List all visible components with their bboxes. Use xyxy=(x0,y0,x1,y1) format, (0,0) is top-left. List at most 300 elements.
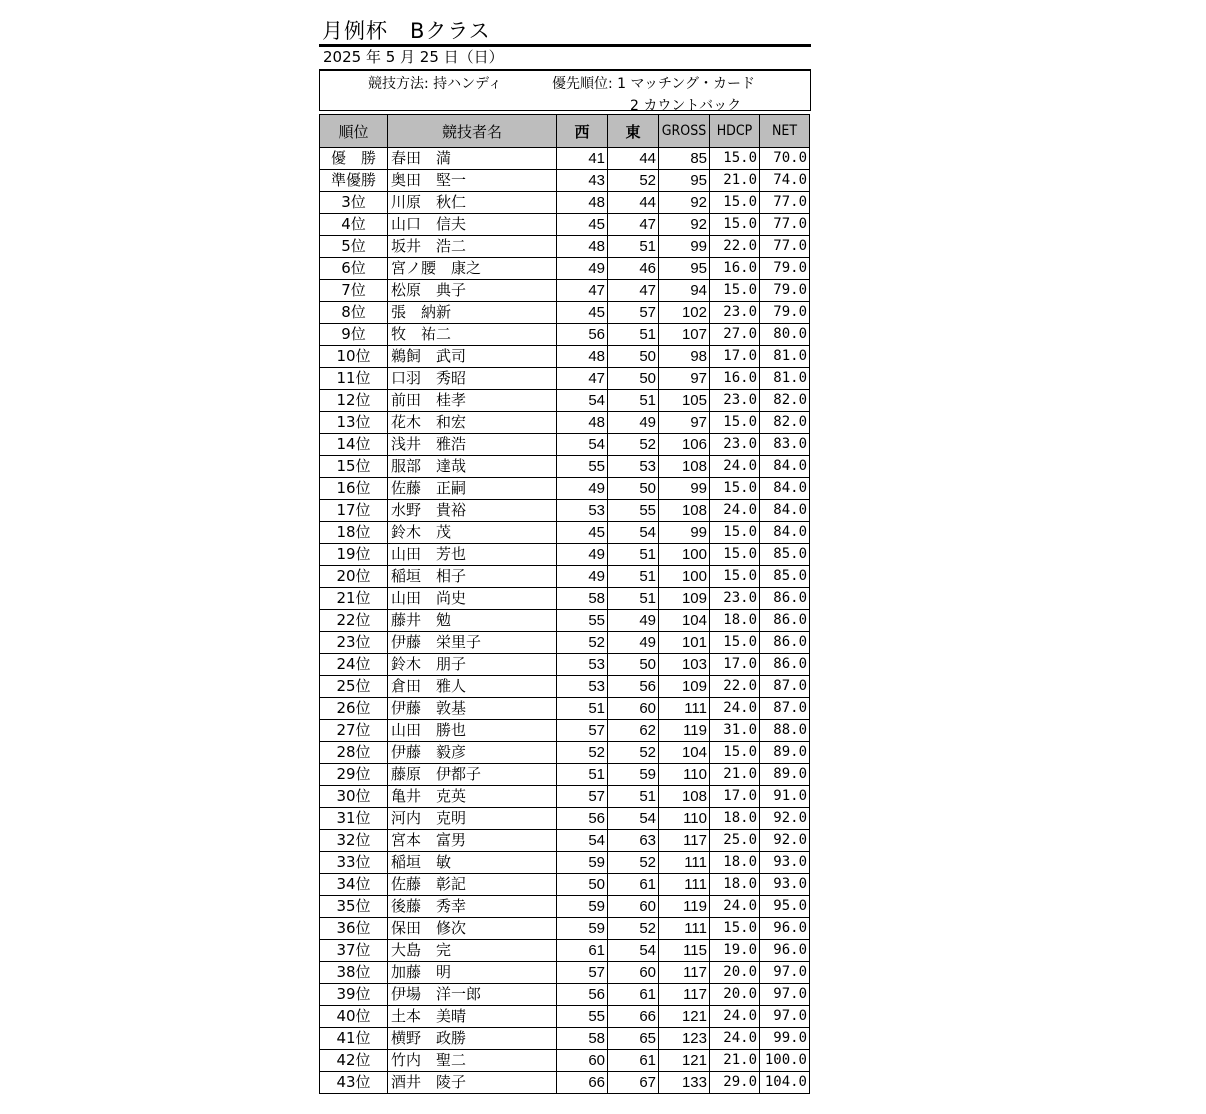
net-cell: 84.0 xyxy=(760,522,810,544)
gross-cell: 110 xyxy=(659,808,710,830)
net-cell: 96.0 xyxy=(760,940,810,962)
gross-cell: 109 xyxy=(659,588,710,610)
rank-cell: 33位 xyxy=(320,852,388,874)
player-name-cell: 酒井 陵子 xyxy=(388,1072,557,1094)
table-row xyxy=(320,610,810,632)
gross-cell: 107 xyxy=(659,324,710,346)
east-score-cell: 54 xyxy=(608,808,659,830)
hdcp-cell: 15.0 xyxy=(710,544,760,566)
rank-cell: 25位 xyxy=(320,676,388,698)
player-name-cell: 後藤 秀幸 xyxy=(388,896,557,918)
gross-cell: 119 xyxy=(659,720,710,742)
east-score-cell: 66 xyxy=(608,1006,659,1028)
west-score-cell: 49 xyxy=(557,566,608,588)
rank-cell: 8位 xyxy=(320,302,388,324)
west-score-cell: 47 xyxy=(557,368,608,390)
west-score-cell: 49 xyxy=(557,478,608,500)
east-score-cell: 51 xyxy=(608,566,659,588)
net-cell: 82.0 xyxy=(760,390,810,412)
header-hdcp: HDCP xyxy=(710,115,760,148)
table-row xyxy=(320,1028,810,1050)
rank-cell: 13位 xyxy=(320,412,388,434)
table-row xyxy=(320,214,810,236)
west-score-cell: 57 xyxy=(557,786,608,808)
gross-cell: 115 xyxy=(659,940,710,962)
east-score-cell: 52 xyxy=(608,742,659,764)
table-row xyxy=(320,412,810,434)
player-name-cell: 張 納新 xyxy=(388,302,557,324)
east-score-cell: 49 xyxy=(608,632,659,654)
net-cell: 99.0 xyxy=(760,1028,810,1050)
net-cell: 85.0 xyxy=(760,566,810,588)
net-cell: 92.0 xyxy=(760,830,810,852)
player-name-cell: 藤原 伊都子 xyxy=(388,764,557,786)
east-score-cell: 61 xyxy=(608,874,659,896)
west-score-cell: 45 xyxy=(557,214,608,236)
hdcp-cell: 15.0 xyxy=(710,148,760,170)
hdcp-cell: 20.0 xyxy=(710,984,760,1006)
gross-cell: 108 xyxy=(659,456,710,478)
east-score-cell: 56 xyxy=(608,676,659,698)
player-name-cell: 大島 完 xyxy=(388,940,557,962)
player-name-cell: 河内 克明 xyxy=(388,808,557,830)
net-cell: 92.0 xyxy=(760,808,810,830)
table-row xyxy=(320,478,810,500)
hdcp-cell: 15.0 xyxy=(710,522,760,544)
table-row xyxy=(320,676,810,698)
rank-cell: 19位 xyxy=(320,544,388,566)
rank-cell: 36位 xyxy=(320,918,388,940)
gross-cell: 121 xyxy=(659,1050,710,1072)
hdcp-cell: 17.0 xyxy=(710,654,760,676)
rank-cell: 5位 xyxy=(320,236,388,258)
west-score-cell: 57 xyxy=(557,720,608,742)
gross-cell: 108 xyxy=(659,786,710,808)
player-name-cell: 松原 典子 xyxy=(388,280,557,302)
gross-cell: 123 xyxy=(659,1028,710,1050)
priority-order-1: 優先順位: 1 マッチング・カード xyxy=(552,76,755,92)
east-score-cell: 51 xyxy=(608,236,659,258)
net-cell: 97.0 xyxy=(760,962,810,984)
west-score-cell: 56 xyxy=(557,808,608,830)
net-cell: 74.0 xyxy=(760,170,810,192)
player-name-cell: 土本 美晴 xyxy=(388,1006,557,1028)
gross-cell: 102 xyxy=(659,302,710,324)
gross-cell: 109 xyxy=(659,676,710,698)
player-name-cell: 口羽 秀昭 xyxy=(388,368,557,390)
east-score-cell: 47 xyxy=(608,214,659,236)
gross-cell: 85 xyxy=(659,148,710,170)
west-score-cell: 49 xyxy=(557,258,608,280)
west-score-cell: 66 xyxy=(557,1072,608,1094)
player-name-cell: 坂井 浩二 xyxy=(388,236,557,258)
player-name-cell: 花木 和宏 xyxy=(388,412,557,434)
table-row xyxy=(320,588,810,610)
table-row xyxy=(320,742,810,764)
east-score-cell: 49 xyxy=(608,412,659,434)
header-rank: 順位 xyxy=(320,115,388,148)
competition-method: 競技方法: 持ハンディ xyxy=(368,76,503,92)
table-row xyxy=(320,918,810,940)
hdcp-cell: 18.0 xyxy=(710,808,760,830)
rank-cell: 15位 xyxy=(320,456,388,478)
table-header-row xyxy=(320,115,810,148)
gross-cell: 104 xyxy=(659,610,710,632)
hdcp-cell: 25.0 xyxy=(710,830,760,852)
gross-cell: 94 xyxy=(659,280,710,302)
player-name-cell: 伊場 洋一郎 xyxy=(388,984,557,1006)
net-cell: 100.0 xyxy=(760,1050,810,1072)
player-name-cell: 山田 尚史 xyxy=(388,588,557,610)
hdcp-cell: 23.0 xyxy=(710,434,760,456)
hdcp-cell: 24.0 xyxy=(710,698,760,720)
results-table xyxy=(319,114,810,1094)
rank-cell: 23位 xyxy=(320,632,388,654)
gross-cell: 97 xyxy=(659,412,710,434)
header-west: 西 xyxy=(557,115,608,148)
gross-cell: 98 xyxy=(659,346,710,368)
gross-cell: 111 xyxy=(659,918,710,940)
west-score-cell: 41 xyxy=(557,148,608,170)
net-cell: 89.0 xyxy=(760,742,810,764)
west-score-cell: 45 xyxy=(557,302,608,324)
rank-cell: 24位 xyxy=(320,654,388,676)
gross-cell: 117 xyxy=(659,830,710,852)
gross-cell: 105 xyxy=(659,390,710,412)
table-row xyxy=(320,368,810,390)
hdcp-cell: 15.0 xyxy=(710,918,760,940)
east-score-cell: 50 xyxy=(608,346,659,368)
west-score-cell: 54 xyxy=(557,830,608,852)
gross-cell: 92 xyxy=(659,214,710,236)
east-score-cell: 60 xyxy=(608,698,659,720)
player-name-cell: 鵜飼 武司 xyxy=(388,346,557,368)
west-score-cell: 50 xyxy=(557,874,608,896)
rank-cell: 21位 xyxy=(320,588,388,610)
net-cell: 104.0 xyxy=(760,1072,810,1094)
priority-order-2: 2 カウントバック xyxy=(630,98,742,114)
net-cell: 79.0 xyxy=(760,302,810,324)
east-score-cell: 53 xyxy=(608,456,659,478)
table-row xyxy=(320,720,810,742)
results-body xyxy=(320,148,810,1094)
east-score-cell: 54 xyxy=(608,940,659,962)
event-date: 2025 年 5 月 25 日（日） xyxy=(323,48,504,66)
west-score-cell: 47 xyxy=(557,280,608,302)
east-score-cell: 67 xyxy=(608,1072,659,1094)
table-row xyxy=(320,940,810,962)
east-score-cell: 52 xyxy=(608,170,659,192)
net-cell: 97.0 xyxy=(760,1006,810,1028)
table-row xyxy=(320,566,810,588)
hdcp-cell: 15.0 xyxy=(710,632,760,654)
hdcp-cell: 24.0 xyxy=(710,456,760,478)
player-name-cell: 稲垣 敏 xyxy=(388,852,557,874)
player-name-cell: 加藤 明 xyxy=(388,962,557,984)
gross-cell: 100 xyxy=(659,566,710,588)
east-score-cell: 65 xyxy=(608,1028,659,1050)
table-row xyxy=(320,148,810,170)
hdcp-cell: 27.0 xyxy=(710,324,760,346)
player-name-cell: 保田 修次 xyxy=(388,918,557,940)
west-score-cell: 55 xyxy=(557,610,608,632)
table-row xyxy=(320,1050,810,1072)
table-row xyxy=(320,874,810,896)
results-sheet xyxy=(319,18,811,1094)
player-name-cell: 山田 勝也 xyxy=(388,720,557,742)
player-name-cell: 横野 政勝 xyxy=(388,1028,557,1050)
player-name-cell: 倉田 雅人 xyxy=(388,676,557,698)
rank-cell: 38位 xyxy=(320,962,388,984)
table-row xyxy=(320,654,810,676)
header-net: NET xyxy=(760,115,810,148)
hdcp-cell: 15.0 xyxy=(710,566,760,588)
rank-cell: 32位 xyxy=(320,830,388,852)
table-row xyxy=(320,258,810,280)
west-score-cell: 54 xyxy=(557,434,608,456)
hdcp-cell: 19.0 xyxy=(710,940,760,962)
hdcp-cell: 22.0 xyxy=(710,236,760,258)
net-cell: 88.0 xyxy=(760,720,810,742)
gross-cell: 121 xyxy=(659,1006,710,1028)
hdcp-cell: 21.0 xyxy=(710,170,760,192)
hdcp-cell: 22.0 xyxy=(710,676,760,698)
net-cell: 70.0 xyxy=(760,148,810,170)
rank-cell: 40位 xyxy=(320,1006,388,1028)
player-name-cell: 鈴木 茂 xyxy=(388,522,557,544)
net-cell: 91.0 xyxy=(760,786,810,808)
west-score-cell: 59 xyxy=(557,852,608,874)
player-name-cell: 伊藤 敦基 xyxy=(388,698,557,720)
net-cell: 79.0 xyxy=(760,258,810,280)
table-row xyxy=(320,280,810,302)
rank-cell: 43位 xyxy=(320,1072,388,1094)
rank-cell: 34位 xyxy=(320,874,388,896)
header-gross: GROSS xyxy=(659,115,710,148)
rank-cell: 3位 xyxy=(320,192,388,214)
west-score-cell: 49 xyxy=(557,544,608,566)
east-score-cell: 51 xyxy=(608,324,659,346)
player-name-cell: 奥田 堅一 xyxy=(388,170,557,192)
net-cell: 95.0 xyxy=(760,896,810,918)
table-row xyxy=(320,1006,810,1028)
table-row xyxy=(320,456,810,478)
table-row xyxy=(320,434,810,456)
rank-cell: 17位 xyxy=(320,500,388,522)
west-score-cell: 48 xyxy=(557,192,608,214)
hdcp-cell: 20.0 xyxy=(710,962,760,984)
gross-cell: 133 xyxy=(659,1072,710,1094)
west-score-cell: 61 xyxy=(557,940,608,962)
rank-cell: 18位 xyxy=(320,522,388,544)
net-cell: 83.0 xyxy=(760,434,810,456)
table-row xyxy=(320,346,810,368)
net-cell: 79.0 xyxy=(760,280,810,302)
gross-cell: 117 xyxy=(659,962,710,984)
player-name-cell: 山田 芳也 xyxy=(388,544,557,566)
table-row xyxy=(320,544,810,566)
net-cell: 93.0 xyxy=(760,874,810,896)
east-score-cell: 63 xyxy=(608,830,659,852)
hdcp-cell: 23.0 xyxy=(710,390,760,412)
hdcp-cell: 16.0 xyxy=(710,258,760,280)
rank-cell: 4位 xyxy=(320,214,388,236)
hdcp-cell: 21.0 xyxy=(710,1050,760,1072)
player-name-cell: 水野 貴裕 xyxy=(388,500,557,522)
hdcp-cell: 23.0 xyxy=(710,588,760,610)
east-score-cell: 52 xyxy=(608,918,659,940)
hdcp-cell: 24.0 xyxy=(710,1006,760,1028)
table-row xyxy=(320,984,810,1006)
table-row xyxy=(320,852,810,874)
player-name-cell: 伊藤 毅彦 xyxy=(388,742,557,764)
east-score-cell: 52 xyxy=(608,434,659,456)
gross-cell: 117 xyxy=(659,984,710,1006)
header-east: 東 xyxy=(608,115,659,148)
west-score-cell: 43 xyxy=(557,170,608,192)
hdcp-cell: 15.0 xyxy=(710,214,760,236)
player-name-cell: 川原 秋仁 xyxy=(388,192,557,214)
gross-cell: 95 xyxy=(659,170,710,192)
competition-method-box xyxy=(319,69,811,114)
east-score-cell: 54 xyxy=(608,522,659,544)
hdcp-cell: 15.0 xyxy=(710,742,760,764)
west-score-cell: 53 xyxy=(557,654,608,676)
player-name-cell: 竹内 聖二 xyxy=(388,1050,557,1072)
east-score-cell: 47 xyxy=(608,280,659,302)
gross-cell: 99 xyxy=(659,236,710,258)
east-score-cell: 61 xyxy=(608,984,659,1006)
rank-cell: 37位 xyxy=(320,940,388,962)
hdcp-cell: 15.0 xyxy=(710,412,760,434)
net-cell: 77.0 xyxy=(760,214,810,236)
east-score-cell: 52 xyxy=(608,852,659,874)
table-row xyxy=(320,302,810,324)
west-score-cell: 59 xyxy=(557,918,608,940)
hdcp-cell: 24.0 xyxy=(710,500,760,522)
hdcp-cell: 16.0 xyxy=(710,368,760,390)
net-cell: 86.0 xyxy=(760,654,810,676)
gross-cell: 106 xyxy=(659,434,710,456)
net-cell: 93.0 xyxy=(760,852,810,874)
hdcp-cell: 17.0 xyxy=(710,346,760,368)
rank-cell: 16位 xyxy=(320,478,388,500)
east-score-cell: 46 xyxy=(608,258,659,280)
net-cell: 77.0 xyxy=(760,236,810,258)
east-score-cell: 50 xyxy=(608,478,659,500)
net-cell: 85.0 xyxy=(760,544,810,566)
east-score-cell: 44 xyxy=(608,148,659,170)
player-name-cell: 藤井 勉 xyxy=(388,610,557,632)
gross-cell: 95 xyxy=(659,258,710,280)
net-cell: 89.0 xyxy=(760,764,810,786)
rank-cell: 準優勝 xyxy=(320,170,388,192)
table-row xyxy=(320,390,810,412)
net-cell: 81.0 xyxy=(760,346,810,368)
rank-cell: 26位 xyxy=(320,698,388,720)
rank-cell: 9位 xyxy=(320,324,388,346)
net-cell: 77.0 xyxy=(760,192,810,214)
table-row xyxy=(320,1072,810,1094)
rank-cell: 10位 xyxy=(320,346,388,368)
west-score-cell: 53 xyxy=(557,676,608,698)
hdcp-cell: 21.0 xyxy=(710,764,760,786)
east-score-cell: 50 xyxy=(608,654,659,676)
table-row xyxy=(320,170,810,192)
rank-cell: 41位 xyxy=(320,1028,388,1050)
page-title: 月例杯 Bクラス xyxy=(322,19,491,43)
table-row xyxy=(320,786,810,808)
west-score-cell: 48 xyxy=(557,412,608,434)
rank-cell: 39位 xyxy=(320,984,388,1006)
table-row xyxy=(320,522,810,544)
west-score-cell: 48 xyxy=(557,346,608,368)
west-score-cell: 58 xyxy=(557,1028,608,1050)
east-score-cell: 51 xyxy=(608,786,659,808)
rank-cell: 7位 xyxy=(320,280,388,302)
rank-cell: 11位 xyxy=(320,368,388,390)
gross-cell: 97 xyxy=(659,368,710,390)
east-score-cell: 60 xyxy=(608,896,659,918)
player-name-cell: 宮本 富男 xyxy=(388,830,557,852)
player-name-cell: 伊藤 栄里子 xyxy=(388,632,557,654)
west-score-cell: 55 xyxy=(557,1006,608,1028)
player-name-cell: 前田 桂孝 xyxy=(388,390,557,412)
west-score-cell: 45 xyxy=(557,522,608,544)
east-score-cell: 51 xyxy=(608,544,659,566)
net-cell: 86.0 xyxy=(760,588,810,610)
rank-cell: 42位 xyxy=(320,1050,388,1072)
west-score-cell: 57 xyxy=(557,962,608,984)
net-cell: 84.0 xyxy=(760,478,810,500)
table-row xyxy=(320,632,810,654)
west-score-cell: 56 xyxy=(557,324,608,346)
player-name-cell: 浅井 雅浩 xyxy=(388,434,557,456)
rank-cell: 30位 xyxy=(320,786,388,808)
east-score-cell: 60 xyxy=(608,962,659,984)
rank-cell: 31位 xyxy=(320,808,388,830)
rank-cell: 6位 xyxy=(320,258,388,280)
net-cell: 96.0 xyxy=(760,918,810,940)
west-score-cell: 53 xyxy=(557,500,608,522)
gross-cell: 92 xyxy=(659,192,710,214)
player-name-cell: 佐藤 正嗣 xyxy=(388,478,557,500)
west-score-cell: 59 xyxy=(557,896,608,918)
player-name-cell: 稲垣 相子 xyxy=(388,566,557,588)
header-player-name: 競技者名 xyxy=(388,115,557,148)
net-cell: 86.0 xyxy=(760,610,810,632)
hdcp-cell: 29.0 xyxy=(710,1072,760,1094)
gross-cell: 104 xyxy=(659,742,710,764)
player-name-cell: 牧 祐二 xyxy=(388,324,557,346)
east-score-cell: 50 xyxy=(608,368,659,390)
gross-cell: 111 xyxy=(659,698,710,720)
player-name-cell: 宮ノ腰 康之 xyxy=(388,258,557,280)
east-score-cell: 62 xyxy=(608,720,659,742)
east-score-cell: 44 xyxy=(608,192,659,214)
table-row xyxy=(320,324,810,346)
east-score-cell: 51 xyxy=(608,390,659,412)
hdcp-cell: 15.0 xyxy=(710,478,760,500)
gross-cell: 103 xyxy=(659,654,710,676)
west-score-cell: 55 xyxy=(557,456,608,478)
west-score-cell: 52 xyxy=(557,742,608,764)
rank-cell: 20位 xyxy=(320,566,388,588)
table-row xyxy=(320,808,810,830)
hdcp-cell: 15.0 xyxy=(710,280,760,302)
table-row xyxy=(320,236,810,258)
hdcp-cell: 24.0 xyxy=(710,1028,760,1050)
